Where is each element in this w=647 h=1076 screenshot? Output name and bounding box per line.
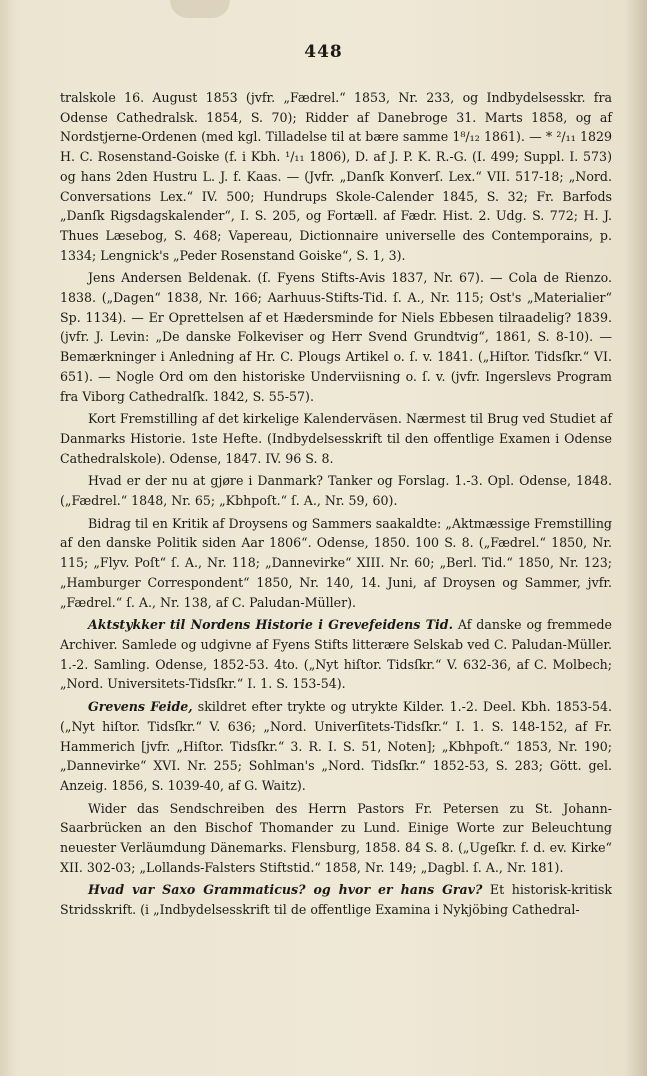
paragraph-title: Hvad var Saxo Grammaticus? og hvor er hans Grav? (88, 882, 483, 898)
paragraph-text: Et historisk-kritisk Stridsskrift. (i „Indbydelsesskrift til de offentlige Examina i Nykjöbing Cathedral- (60, 882, 612, 918)
paragraph-aktstykker (60, 615, 612, 694)
paragraph-text: Bidrag til en Kritik af Droysens og Sammers saakaldte: „Aktmæssige Fremstilling af den danske Politik siden Aar 1806“. Odense, 1850. 100 S. 8. („Fædrel.“ 1850, Nr. 115; „Flyv. Poſt“ ſ. A., Nr. 118; „Dannevirke“ XIII. Nr. 60; „Berl. Tid.“ 1850, Nr. 123; „Hamburger Correspondent“ 1850, Nr. 140, 14. Juni, af Droysen og Sammer, jvfr. „Fædrel.“ ſ. A., Nr. 138, af C. Paludan-Müller). (60, 515, 612, 610)
paragraph-hvad-er-der (60, 471, 612, 510)
paragraph-kalendervaesen (60, 409, 612, 468)
paper-stain (170, 0, 230, 18)
paragraph-bidrag (60, 514, 612, 613)
paragraph-biography (60, 88, 612, 265)
paragraph-saxo (60, 880, 612, 919)
paragraph-text: Hvad er der nu at gjøre i Danmark? Tanker og Forslag. 1.-3. Opl. Odense, 1848. („Fædrel.“ 1848, Nr. 65; „Kbhpoſt.“ ſ. A., Nr. 59, 60). (60, 473, 612, 509)
paragraph-title: Aktstykker til Nordens Historie i Grevefeidens Tid. (88, 617, 453, 633)
paragraph-text: Jens Andersen Beldenak. (ſ. Fyens Stifts-Avis 1837, Nr. 67). — Cola de Rienzo. 1838. („Dagen“ 1838, Nr. 166; Aarhuus-Stifts-Tid. ſ. A., Nr. 115; Ost's „Materialier“ Sp. 1134). — Er Oprettelsen af et Hædersminde for Niels Ebbesen tilraadelig? 1839. (jvfr. J. Levin: „De danske Folkeviser og Herr Svend Grundtvig“, 1861, S. 8-10). — Bemærkninger i Anledning af Hr. C. Plougs Artikel o. ſ. v. 1841. („Hiſtor. Tidsſkr.“ VI. 651). — Nogle Ord om den historiske Underviisning o. ſ. v. (jvfr. Ingerslevs Program fra Viborg Cathedralſk. 1842, S. 55-57). (60, 270, 612, 404)
page-body (60, 88, 612, 923)
paragraph-text: Af danske og fremmede Archiver. Samlede og udgivne af Fyens Stifts litterære Selskab ved C. Paludan-Müller. 1.-2. Samling. Odense, 1852-53. 4to. („Nyt hiſtor. Tidsſkr.“ V. 632-36, af C. Molbech; „Nord. Universitets-Tidsſkr.“ I. 1. S. 153-54). (60, 617, 612, 692)
paragraph-title: Grevens Feide, (88, 699, 193, 715)
binding-shadow (625, 0, 647, 1076)
paragraph-wider-das (60, 799, 612, 878)
paragraph-text: Kort Fremstilling af det kirkelige Kalenderväsen. Nærmest til Brug ved Studiet af Danmarks Historie. 1ste Hefte. (Indbydelsesskrift til den offentlige Examen i Odense Cathedralskole). Odense, 1847. IV. 96 S. 8. (60, 411, 612, 466)
paragraph-text: tralskole 16. August 1853 (jvfr. „Fædrel.“ 1853, Nr. 233, og Indbydelsesskr. fra Odense Cathedralsk. 1854, S. 70); Ridder af Danebroge 31. Marts 1858, og af Nordstjerne-Ordenen (med kgl. Tilladelse til at bære samme 1⁸/₁₂ 1861). — * ²/₁₁ 1829 H. C. Rosenstand-Goiske (f. i Kbh. ¹/₁₁ 1806), D. af J. P. K. R.-G. (I. 499; Suppl. I. 573) og hans 2den Hustru L. J. f. Kaas. — (Jvfr. „Danſk Konverſ. Lex.“ VII. 517-18; „Nord. Conversations Lex.“ IV. 500; Hundrups Skole-Calender 1845, S. 32; Fr. Barfods „Danſk Rigsdagskalender“, I. S. 205, og Fortæll. af Fædr. Hist. 2. Udg. S. 772; H. J. Thues Læsebog, S. 468; Vapereau, Dictionnaire universelle des Contemporains, p. 1334; Lengnick's „Peder Rosenstand Goiske“, S. 1, 3). (60, 90, 612, 263)
page-number: 448 (304, 42, 343, 62)
paragraph-text: Wider das Sendschreiben des Herrn Pastors Fr. Petersen zu St. Johann-Saarbrücken an den Bischof Thomander zu Lund. Einige Worte zur Beleuchtung neuester Verläumdung Dänemarks. Flensburg, 1858. 84 S. 8. („Ugeſkr. f. d. ev. Kirke“ XII. 302-03; „Lollands-Falsters Stiftstid.“ 1858, Nr. 149; „Dagbl. ſ. A., Nr. 181). (60, 800, 612, 875)
paragraph-grevens-feide (60, 697, 612, 796)
paragraph-early-works (60, 268, 612, 406)
paragraph-text: skildret efter trykte og utrykte Kilder. 1.-2. Deel. Kbh. 1853-54. („Nyt hiſtor. Tidsſkr.“ V. 636; „Nord. Univerſitets-Tidsſkr.“ I. 1. S. 148-152, af Fr. Hammerich [jvfr. „Hiſtor. Tidsſkr.“ 3. R. I. S. 51, Noten]; „Kbhpoſt.“ 1853, Nr. 190; „Dannevirke“ XVI. Nr. 255; Sohlman's „Nord. Tidsſkr.“ 1852-53, S. 283; Gött. gel. Anzeig. 1856, S. 1039-40, af G. Waitz). (60, 699, 613, 793)
